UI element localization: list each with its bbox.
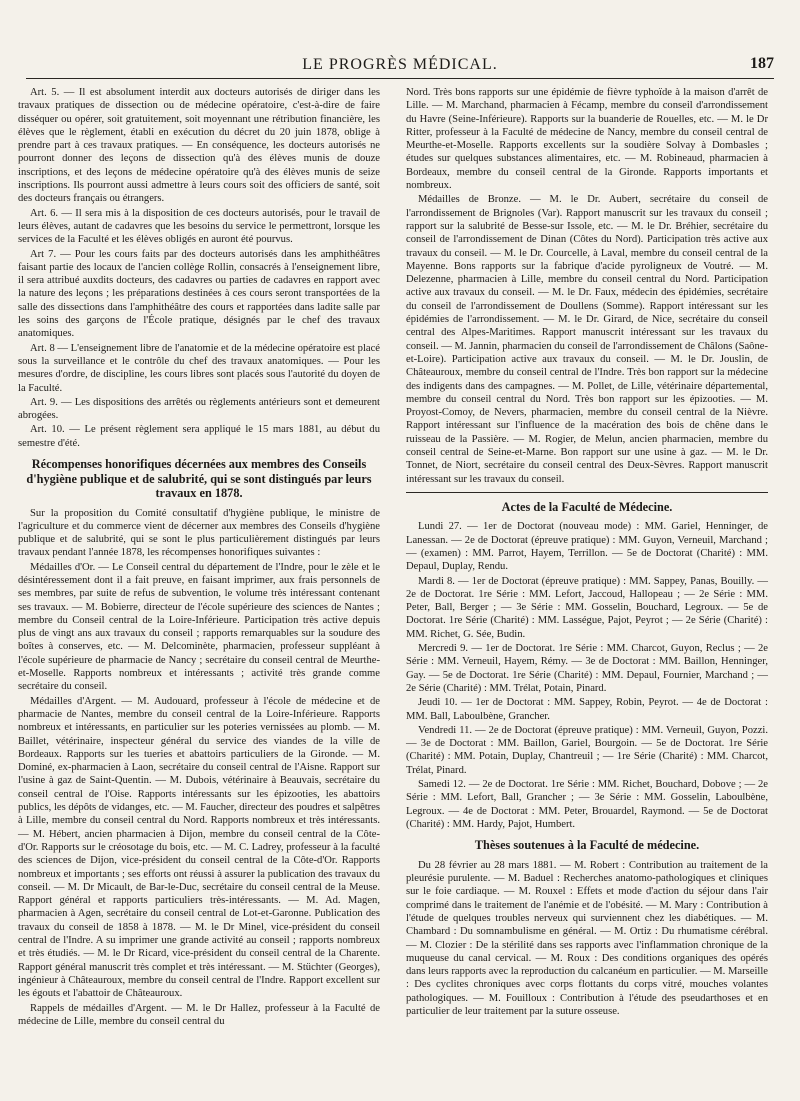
exam-entry: Mardi 8. — 1er de Doctorat (épreuve pratique) : MM. Sappey, Panas, Bouilly. — 2e de Doctorat. 1re Série : MM. Lefort, Jaccoud, Hallopeau ; — 2e Série : MM. Peter, Ball, Berger ; — 3e Série : MM. Gosselin, Bouchard, Legroux. — 5e de Doctorat. 1re Série (Charité) : MM. Lasségue, Pajot, Peyrot ; — 2e Série (Charité) : MM. Richet, G. Sée, Budin. — [406, 575, 768, 640]
body-paragraph: Sur la proposition du Comité consultatif d'hygiène publique, le ministre de l'agriculture et du commerce vient de décerner aux membres des Conseils d'hygiène publique et de salubrité, qui se sont le plus particulièrement distingués par leurs travaux pendant l'année 1878, les récompenses honorifiques suivantes : — [18, 507, 380, 559]
exam-entry: Jeudi 10. — 1er de Doctorat : MM. Sappey, Robin, Peyrot. — 4e de Doctorat : MM. Ball, Laboulbène, Grancher. — [406, 697, 768, 722]
exam-entry: Samedi 12. — 2e de Doctorat. 1re Série : MM. Richet, Bouchard, Dobove ; — 2e Série : MM. Lefort, Ball, Grancher ; — 3e Série : MM. Gosselin, Laboulbène, Legroux. — 4e de Doctorat : MM. Peter, Brouardel, Raymond. — 5e de Doctorat (Charité) : MM. Hardy, Pajot, Humbert. — [406, 779, 768, 830]
body-paragraph: Médailles d'Or. — Le Conseil central du département de l'Indre, pour le zèle et le désintéressement dont il a fait preuve, en faisant imprimer, aux frais personnels de ses membres, par suite de refus de subvention, le volume très intéressant contenant ses travaux. — M. Bobierre, directeur de l'école supérieure des sciences de Nantes ; membre du Conseil central de la Loire-Inférieure. Participation très active depuis plus de vingt ans aux travaux du conseil ; rapports remarquables sur la soudure des boîtes à conserves, etc. — M. Delcominète, pharmacien, professeur suppléant à l'école supérieure de pharmacie de Nancy ; secrétaire du conseil central de Meurthe-et-Moselle. Rapports nombreux et intéressants ; activité très grande comme secrétaire du conseil. — [18, 561, 380, 693]
running-header — [26, 56, 774, 78]
section-heading-theses: Thèses soutenues à la Faculté de médecine. — [474, 838, 700, 853]
article-paragraph: Art. 6. — Il sera mis à la disposition de ces docteurs autorisés, pour le travail de leurs élèves, autant de cadavres que les besoins du service le permettront, lorsque les services de la Faculté et les élèves obligés en auront été pourvus. — [18, 207, 380, 246]
article-paragraph: Art. 10. — Le présent règlement sera appliqué le 15 mars 1881, au début du semestre d'été. — [18, 424, 380, 449]
running-title: LE PROGRÈS MÉDICAL. — [302, 56, 498, 73]
article-paragraph: Art 7. — Pour les cours faits par des docteurs autorisés dans les amphithéâtres faisant partie des locaux de l'ancien collège Rollin, consacrés à l'enseignement libre, il sera attribué auxdits docteurs, des cadavres ou parties de cadavres en rapport avec la nature des leçons ; les préparations destinées à ces cours seront transportées de la salle des dissections dans l'amphithéâtre des cours et rapportées dans ladite salle par les soins des garçons de l'École pratique, désignés par le chef des travaux anatomiques. — [18, 248, 380, 340]
exam-entry: Mercredi 9. — 1er de Doctorat. 1re Série : MM. Charcot, Guyon, Reclus ; — 2e Série : MM. Verneuil, Hayem, Rémy. — 3e de Doctorat : MM. Baillon, Henninger, Gay. — 5e de Doctorat. 1re Série (Charité) : MM. Depaul, Fournier, Marchand ; — 2e Série (Charité) : MM. Trélat, Potain, Pinard. — [406, 643, 768, 694]
theses-paragraph: Du 28 février au 28 mars 1881. — M. Robert : Contribution au traitement de la pleurésie purulente. — M. Baduel : Recherches anatomo-pathologiques et cliniques sur le foie cardiaque. — M. Rouxel : Effets et mode d'action du séjour dans l'air comprimé dans le traitement de l'anémie et de l'obésité. — M. Mary : Contribution à l'étude de quelques troubles nerveux qui surviennent chez les diabétiques. — M. Chambard : Du somnambulisme en général. — M. Ortiz : Du rhumatisme cérébral. — M. Clozier : De la stérilité dans ses rapports avec l'inflammation chronique de la muqueuse du canal cervical. — M. Roux : Des conditions organiques des opérés dans leurs rapports avec la reproduction du calcanéum en particulier. — M. Marseille : Des cyclites chroniques avec corps flottants du corps vitré, mouches volantes pathologiques. — M. Fouilloux : Contribution à l'étude des pseudarthoses et en particulier de leur traitement par la suture osseuse. — [406, 859, 768, 1017]
body-paragraph: Médailles de Bronze. — M. le Dr. Aubert, secrétaire du conseil de l'arrondissement de Brignoles (Var). Rapport manuscrit sur les travaux du conseil ; rapport sur la salubrité de Besse-sur Issole, etc. — M. le Dr. Bréhier, secrétaire du conseil de l'arrondissement de Dinan (Côtes du Nord). Participation très active aux travaux du conseil. — M. le Dr. Courcelle, à Laval, membre du conseil central de la Mayenne. Bons rapports sur la fabrique d'acide pyroligneux de Voutré. — M. Delezenne, pharmacien à Lille, membre du conseil central du Nord. Participation active aux travaux du conseil. — M. le Dr. Faux, médecin des épidémies, secrétaire du conseil de l'arrondissement de Doullens (Somme). Rapport intéressant sur les épidémies de l'arrondissement. — M. le Dr. Girard, de Nice, secrétaire du conseil central des Alpes-Maritimes. Rapport manuscrit intéressant sur les travaux du conseil. — M. Jannin, pharmacien du conseil de l'arrondissement de Châlons (Saône-et-Loire). Participation active aux travaux du conseil. — M. le Dr. Jouslin, de Châteauroux, membre du conseil central de l'Indre. Très bon rapport sur la médecine des indigents dans des campagnes. — M. Pollet, de Lille, vétérinaire départemental, membre du conseil central du Nord. Très bon rapport sur les épizooties. — M. Proyost-Comoy, de Nevers, pharmacien, membre du conseil central de la Nièvre. Rapport intéressant sur l'influence de la macération des bois de chêne dans le ruisseau de la Passière. — M. Rogier, de Melun, ancien pharmacien, membre du conseil central de Seine-et-Marne. Bon rapport sur une usine à gaz. — M. le Dr. Tonnet, de Niort, secrétaire du conseil central des Deux-Sèvres. Rapport manuscrit intéressant sur les travaux du conseil. — [406, 194, 769, 485]
section-divider — [406, 492, 768, 493]
section-heading-actes: Actes de la Faculté de Médecine. — [501, 499, 673, 514]
body-paragraph: Médailles d'Argent. — M. Audouard, professeur à l'école de médecine et de pharmacie de Nantes, membre du conseil central de la Loire-Inférieure. Rapports nombreux et intéressants, en particulier sur les poteries vernissées au plomb. — M. Baillet, vétérinaire, inspecteur général du service des viandes de la ville de Bordeaux. Rapports sur les tueries et abattoirs particuliers de la Gironde. — M. Dominé, ex-pharmacien à Laon, secrétaire du conseil central de l'Aisne. Rapport sur l'usine à gaz de Saint-Quentin. — M. Dubois, vétérinaire à Beauvais, secrétaire du conseil central de l'Oise. Rapports intéressants sur les épizooties, les abattoirs publics, les dépôts de vidanges, etc. — M. Faucher, directeur des poudres et salpêtres à Lille, membre du conseil central du Nord. Rapports nombreux et très intéressants. — M. Hébert, ancien pharmacien à Dijon, membre du conseil central de la Côte-d'Or. Rapports sur le créosotage du bois, etc. — M. C. Ladrey, professeur à la faculté des sciences de Dijon, vice-président du conseil central de la Côte-d'Or. Rapports nombreux et importants ; ses efforts ont réussi à assurer la publication des travaux du conseil. — M. Dr Micault, de Bar-le-Duc, secrétaire du conseil central de la Meuse. Rapport général et rapports particuliers très-intéressants. — M. Ad. Magen, pharmacien à Agen, secrétaire du conseil central de Lot-et-Garonne. Publication des travaux du conseil de 1858 à 1878. — M. le Dr Minel, vice-président du conseil central de l'Indre. A su imprimer une grande activité au conseil ; rapports nombreux et très étudiés. — M. le Dr Ricard, vice-président du conseil central de la Charente. Rapport général manuscrit très complet et très intéressant. — M. Stüchter (Georges), ingénieur à Châteauroux, membre du conseil central de l'Indre. Rapport excellent sur les égouts et l'abattoir de Châteauroux. — [18, 695, 380, 1000]
exam-entry: Vendredi 11. — 2e de Doctorat (épreuve pratique) : MM. Verneuil, Guyon, Pozzi. — 3e de Doctorat : MM. Baillon, Gariel, Bourgoin. — 5e de Doctorat. 1re Série (Charité) : MM. Potain, Duplay, Chantreuil ; — 1re Série (Charité) : MM. Charcot, Trélat, Pinard. — [406, 724, 768, 776]
left-column — [18, 86, 380, 1029]
article-paragraph: Art. 8 — L'enseignement libre de l'anatomie et de la médecine opératoire est placé sous la surveillance et le contrôle du chef des travaux anatomiques. — Pour les mesures d'ordre, de discipline, les cours libres sont placés sous l'autorité du doyen de la Faculté. — [18, 342, 380, 394]
exam-entry: Lundi 27. — 1er de Doctorat (nouveau mode) : MM. Gariel, Henninger, de Lanessan. — 2e de Doctorat (épreuve pratique) : MM. Guyon, Verneuil, Marchand ; — (examen) : MM. Parrot, Hayem, Terrillon. — 5e de Doctorat (Charité) : MM. Depaul, Duplay, Rendu. — [406, 521, 768, 573]
body-paragraph: Nord. Très bons rapports sur une épidémie de fièvre typhoïde à la maison d'arrêt de Lille. — M. Marchand, pharmacien à Fécamp, membre du conseil d'arrondissement du Havre (Seine-Inférieure). Rapports sur la buanderie de Rouelles, etc. — M. le Dr Ritter, professeur à la Faculté de médecine de Nancy, membre du conseil central de Meurthe-et-Moselle. Rapports excellents sur la soudière Solvay à Dombasles ; études sur quelques substances alimentaires, etc. — M. Robineaud, pharmacien à Bordeaux, membre du conseil central de la Gironde. Rapports importants et nombreux. — [406, 87, 768, 192]
page-number: 187 — [750, 55, 774, 72]
header-rule — [26, 78, 774, 79]
article-paragraph: Art. 5. — Il est absolument interdit aux docteurs autorisés de diriger dans les travaux pratiques de dissection ou de médecine opératoire, c'est-à-dire de faire disséquer ou opérer, soit gratuitement, soit moyennant une rétribution financière, les élèves que le règlement, établi en exécution du décret du 20 juin 1878, oblige à prendre part à ces travaux pratiques. — En conséquence, les docteurs autorisés ne pourront donner des leçons de dissection qu'à des élèves munis de douze inscriptions, et des leçons de médecine opératoire qu'à des élèves munis de seize inscriptions. Ils pourront aussi admettre à leurs cours soit des officiers de santé, soit des docteurs français ou étrangers. — [18, 87, 380, 205]
section-heading-recompenses: Récompenses honorifiques décernées aux membres des Conseils d'hygiène publique et de salubrité, qui se sont distingués par leurs travaux en 1878. — [26, 457, 372, 501]
right-column — [406, 86, 768, 1019]
body-paragraph: Rappels de médailles d'Argent. — M. le Dr Hallez, professeur à la Faculté de médecine de Lille, membre du conseil central du — [18, 1002, 380, 1027]
article-paragraph: Art. 9. — Les dispositions des arrêtés ou règlements antérieurs sont et demeurent abrogées. — [18, 396, 380, 422]
